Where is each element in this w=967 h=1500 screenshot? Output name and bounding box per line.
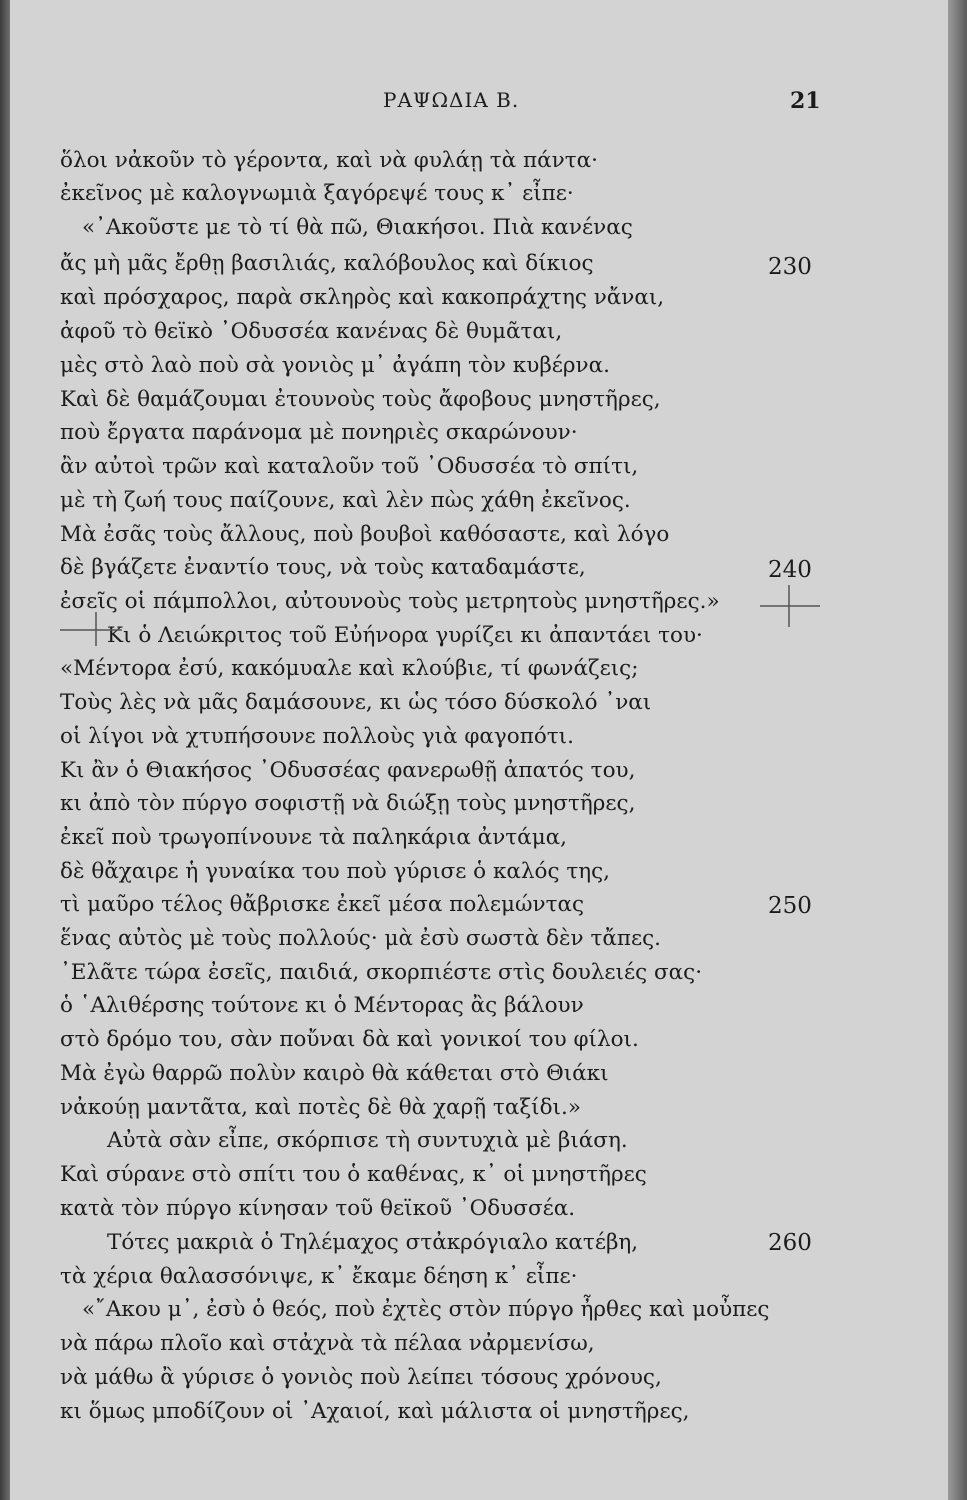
- verse-line: νἀκούῃ μαντᾶτα, καὶ ποτὲς δὲ θὰ χαρῇ ταξίδι.»: [60, 1095, 581, 1120]
- verse-line: Κι ὁ Λειώκριτος τοῦ Εὐήνορα γυρίζει κι ἀπαντάει του·: [107, 623, 703, 648]
- scan-right-edge: [948, 0, 967, 1500]
- verse-line: κι ἀπὸ τὸν πύργο σοφιστῇ νὰ διώξῃ τοὺς μνηστῆρες,: [60, 791, 636, 816]
- verse-line: «Μέντορα ἐσύ, κακόμυαλε καὶ κλούβιε, τί φωνάζεις;: [60, 656, 639, 681]
- verse-line: τὶ μαῦρο τέλος θἄβρισκε ἐκεῖ μέσα πολεμώντας: [60, 892, 585, 917]
- verse-line: δὲ βγάζετε ἐναντίο τους, νὰ τοὺς καταδαμάστε,: [60, 555, 586, 580]
- verse-line: μὲ τὴ ζωή τους παίζουνε, καὶ λὲν πὼς χάθη ἐκεῖνος.: [60, 488, 631, 513]
- verse-line: ἐκεῖνος μὲ καλογνωμιὰ ξαγόρεψέ τους κ᾿ εἶπε·: [60, 181, 574, 206]
- crop-mark-right: [758, 583, 822, 629]
- verse-line: Τότες μακριὰ ὁ Τηλέμαχος στἀκρόγιαλο κατέβη,: [107, 1230, 639, 1255]
- verse-line: Κι ἂν ὁ Θιακήσος ᾿Οδυσσέας φανερωθῇ ἀπατός του,: [60, 758, 636, 783]
- verse-line: «῎Ακου μ᾿, ἐσὺ ὁ θεός, ποὺ ἐχτὲς στὸν πύργο ἦρθες καὶ μοὖπες: [82, 1297, 770, 1322]
- verse-line: Καὶ δὲ θαμάζουμαι ἐτουνοὺς τοὺς ἄφοβους μνηστῆρες,: [60, 387, 661, 412]
- verse-line: κατὰ τὸν πύργο κίνησαν τοῦ θεϊκοῦ ᾿Οδυσσέα.: [60, 1196, 576, 1221]
- page-number: 21: [790, 88, 821, 114]
- verse-line: ἐκεῖ ποὺ τρωγοπίνουνε τὰ παληκάρια ἀντάμα,: [60, 825, 568, 850]
- line-number: 250: [768, 893, 812, 919]
- verse-line: «᾿Ακοῦστε με τὸ τί θὰ πῶ, Θιακήσοι. Πιὰ κανένας: [82, 215, 633, 240]
- verse-line: καὶ πρόσχαρος, παρὰ σκληρὸς καὶ κακοπράχτης νἄναι,: [60, 285, 665, 310]
- verse-line: Αὐτὰ σὰν εἶπε, σκόρπισε τὴ συντυχιὰ μὲ βιάση.: [107, 1128, 628, 1153]
- verse-line: τὰ χέρια θαλασσόνιψε, κ᾿ ἔκαμε δέηση κ᾿ εἶπε·: [60, 1264, 578, 1289]
- line-number: 260: [768, 1230, 812, 1256]
- verse-line: ἀφοῦ τὸ θεϊκὸ ᾿Οδυσσέα κανένας δὲ θυμᾶται,: [60, 319, 563, 344]
- verse-line: ὁ ῾Αλιθέρσης τούτονε κι ὁ Μέντορας ἂς βάλουν: [60, 993, 584, 1018]
- verse-line: ἂν αὐτοὶ τρῶν καὶ καταλοῦν τοῦ ᾿Οδυσσέα τὸ σπίτι,: [60, 454, 639, 479]
- verse-line: Μὰ ἐγὼ θαρρῶ πολὺν καιρὸ θὰ κάθεται στὸ Θιάκι: [60, 1061, 609, 1086]
- verse-line: νὰ πάρω πλοῖο καὶ στἀχνὰ τὰ πέλαα νἀρμενίσω,: [60, 1331, 595, 1356]
- crop-mark-left: [58, 610, 124, 648]
- running-header: ΡΑΨΩΔΙΑ Β.: [383, 88, 520, 112]
- verse-line: νὰ μάθω ἂ γύρισε ὁ γονιὸς ποὺ λείπει τόσους χρόνους,: [60, 1365, 662, 1390]
- verse-line: ποὺ ἔργατα παράνομα μὲ πονηριὲς σκαρώνουν·: [60, 420, 578, 445]
- verse-line: ἐσεῖς οἱ πάμπολλοι, αὐτουνοὺς τοὺς μετρητοὺς μνηστῆρες.»: [60, 589, 720, 614]
- line-number: 230: [768, 254, 812, 280]
- verse-line: ἕνας αὐτὸς μὲ τοὺς πολλούς· μὰ ἐσὺ σωστὰ δὲν τἄπες.: [60, 926, 662, 951]
- verse-line: οἱ λίγοι νὰ χτυπήσουνε πολλοὺς γιὰ φαγοπότι.: [60, 724, 574, 749]
- verse-line: Τοὺς λὲς νὰ μᾶς δαμάσουνε, κι ὡς τόσο δύσκολό ᾿ναι: [60, 690, 652, 715]
- verse-line: ὅλοι νἀκοῦν τὸ γέροντα, καὶ νὰ φυλάῃ τὰ πάντα·: [60, 148, 598, 173]
- verse-line: κι ὅμως μποδίζουν οἱ ᾿Αχαιοί, καὶ μάλιστα οἱ μνηστῆρες,: [60, 1399, 690, 1424]
- scan-left-edge: [0, 0, 10, 1500]
- verse-line: στὸ δρόμο του, σὰν ποὔναι δὰ καὶ γονικοί του φίλοι.: [60, 1027, 639, 1052]
- line-number: 240: [768, 557, 812, 583]
- verse-line: μὲς στὸ λαὸ ποὺ σὰ γονιὸς μ᾿ ἀγάπη τὸν κυβέρνα.: [60, 353, 610, 378]
- verse-line: Καὶ σύρανε στὸ σπίτι του ὁ καθένας, κ᾿ οἱ μνηστῆρες: [60, 1162, 647, 1187]
- verse-line: Μὰ ἐσᾶς τοὺς ἄλλους, ποὺ βουβοὶ καθόσαστε, καὶ λόγο: [60, 522, 670, 547]
- verse-line: ᾿Ελᾶτε τώρα ἐσεῖς, παιδιά, σκορπιέστε στὶς δουλειές σας·: [60, 960, 703, 985]
- verse-line: ἄς μὴ μᾶς ἔρθῃ βασιλιάς, καλόβουλος καὶ δίκιος: [60, 251, 594, 276]
- verse-line: δὲ θἄχαιρε ἡ γυναίκα του ποὺ γύρισε ὁ καλός της,: [60, 859, 611, 884]
